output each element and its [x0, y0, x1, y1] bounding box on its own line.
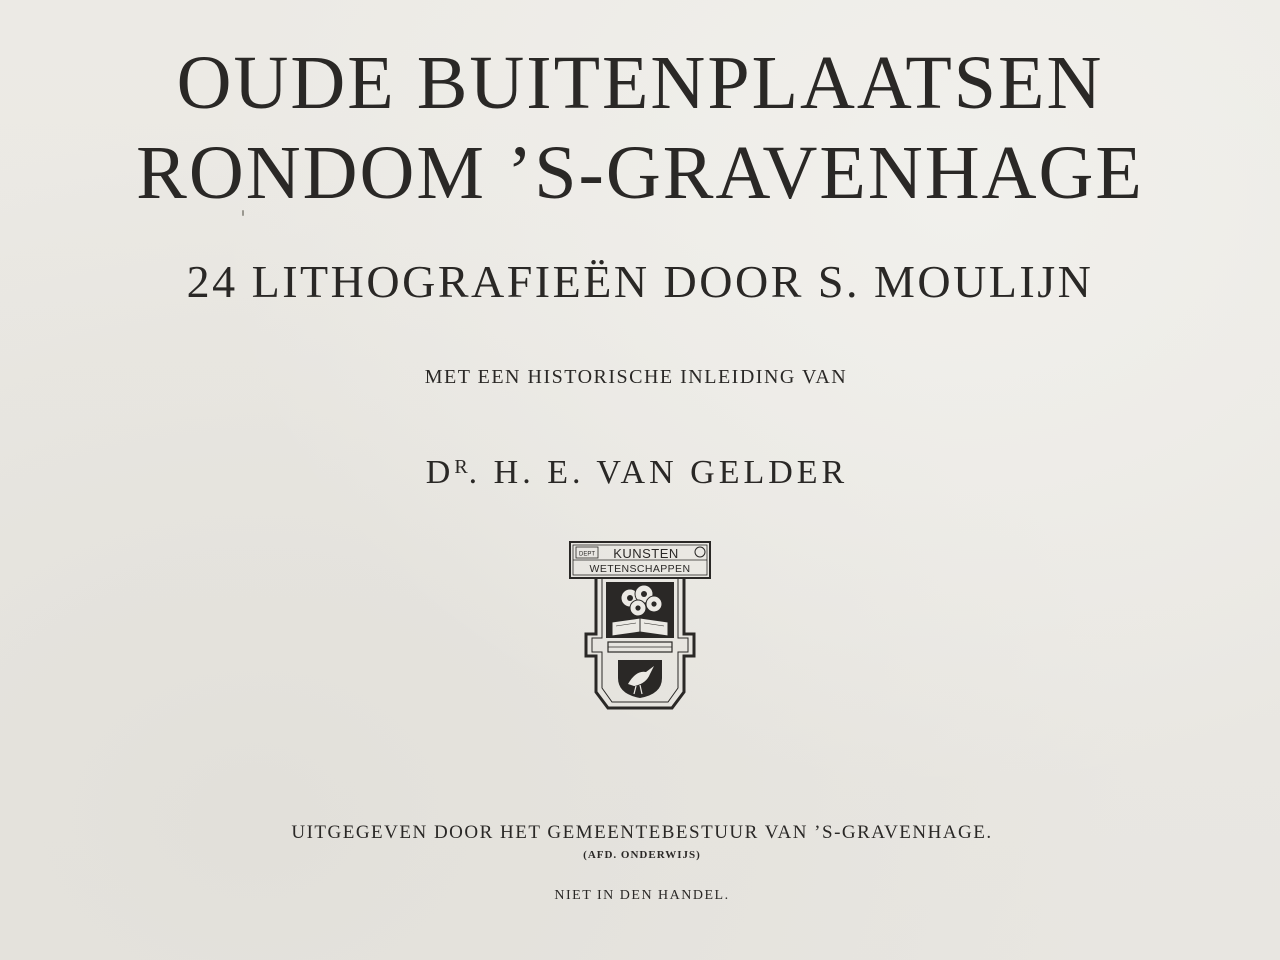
intro-text: MET EEN HISTORISCHE INLEIDING VAN [424, 366, 848, 388]
author-prefix: D [425, 454, 455, 491]
emblem-text-bottom: WETENSCHAPPEN [589, 563, 691, 575]
publisher-line: UITGEGEVEN DOOR HET GEMEENTEBESTUUR VAN ’S-GRAVENHAGE. [291, 822, 993, 843]
title-line-2: RONDOM ’S-GRAVENHAGE [136, 131, 1144, 215]
not-for-sale-notice: NIET IN DEN HANDEL. [554, 888, 730, 903]
emblem-text-top: KUNSTEN [613, 546, 679, 561]
author-name: H. E. VAN GELDER [493, 454, 849, 491]
author-prefix-superscript: R [454, 456, 469, 478]
subtitle: 24 LITHOGRAFIEËN DOOR S. MOULIJN [186, 256, 1094, 307]
title-line-1: OUDE BUITENPLAATSEN [176, 41, 1104, 125]
department-line: (AFD. ONDERWIJS) [583, 849, 701, 861]
author-line: $D^R$. H. E. VAN GELDER [425, 454, 849, 491]
publisher-emblem [566, 538, 714, 714]
emblem-small-mark: DEPT [578, 551, 596, 558]
